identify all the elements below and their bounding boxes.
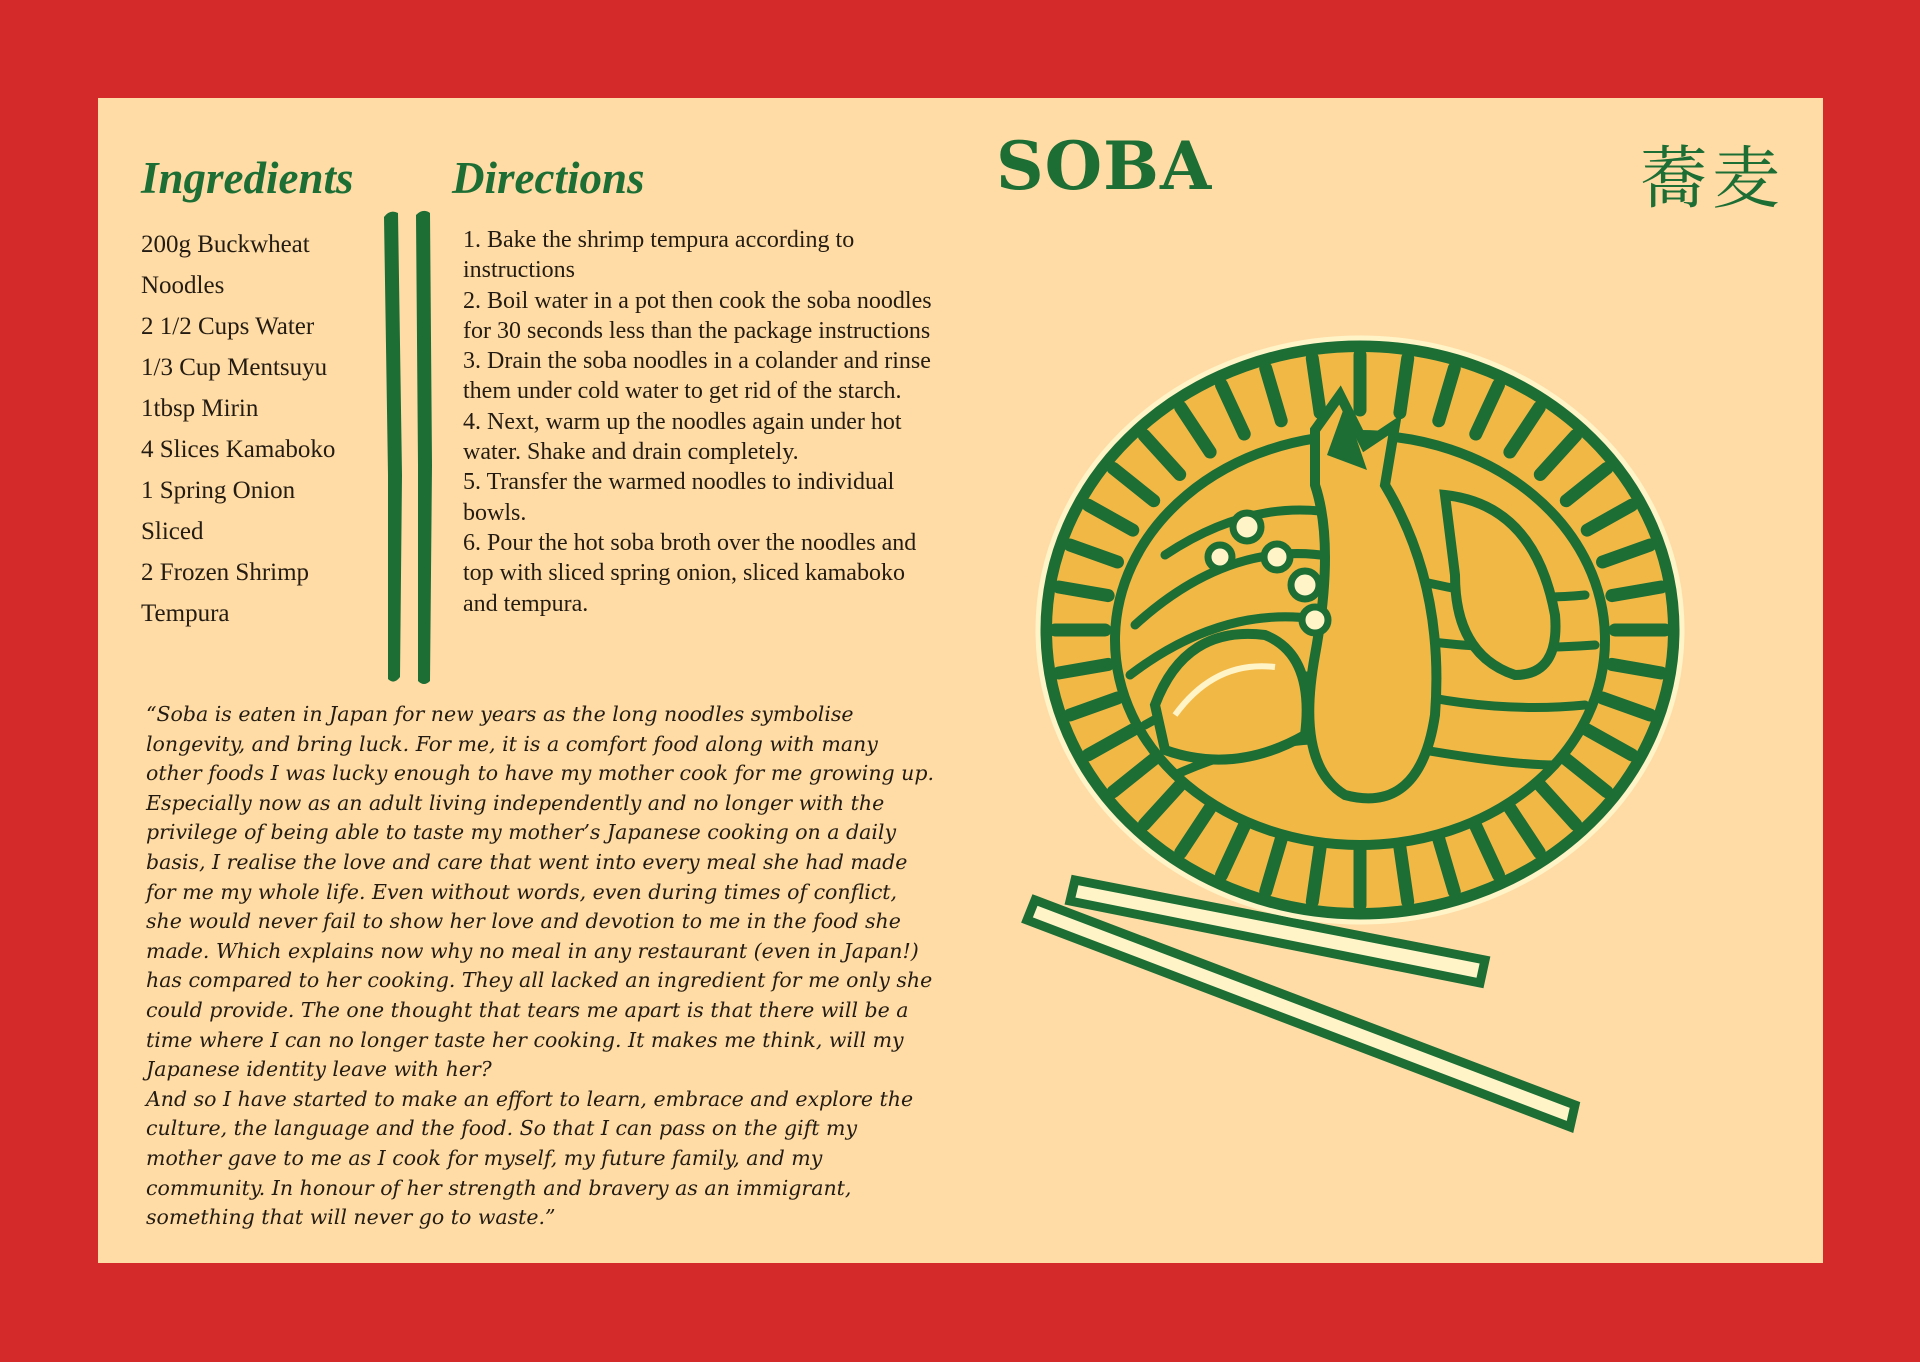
recipe-title-japanese: 蕎麦 xyxy=(1640,140,1785,219)
direction-step: 2. Boil water in a pot then cook the soba noodles for 30 seconds less than the package instructions xyxy=(463,287,932,344)
directions-list xyxy=(463,225,933,619)
quote-paragraph: “Soba is eaten in Japan for new years as the long noodles symbolise longevity, and bring luck. For me, it is a comfort food along with many other foods I was lucky enough to have my mother cook for me growing up. Especially now as an adult living independently and no longer with the privilege of being able to taste my mother’s Japanese cooking on a daily basis, I realise the love and care that went into every meal she had made for me my whole life. Even without words, even during times of conflict, she would never fail to show her love and devotion to me in the food she made. Which explains now why no meal in any restaurant (even in Japan!) has compared to her cooking. They all lacked an ingredient for me only she could provide. The one thought that tears me apart is that there will be a time where I can no longer taste her cooking. It makes me think, will my Japanese identity leave with her? xyxy=(146,702,935,1082)
direction-step: 4. Next, warm up the noodles again under hot water. Shake and drain completely. xyxy=(463,408,902,466)
soba-bowl-illustration-icon xyxy=(1015,295,1705,1225)
direction-step: 3. Drain the soba noodles in a colander and rinse them under cold water to get rid of the starch. xyxy=(463,348,931,405)
recipe-title: SOBA xyxy=(996,127,1213,205)
ingredient-item: 1/3 Cup Mentsuyu xyxy=(141,354,328,381)
personal-quote xyxy=(146,700,936,1233)
ingredient-item: 2 Frozen Shrimp Tempura xyxy=(141,559,310,627)
direction-step: 6. Pour the hot soba broth over the noodles and top with sliced spring onion, sliced kamaboko and tempura. xyxy=(463,529,917,617)
ingredient-item: 200g Buckwheat Noodles xyxy=(141,231,310,299)
direction-step: 5. Transfer the warmed noodles to individual bowls. xyxy=(463,469,895,526)
directions-heading: Directions xyxy=(452,153,645,203)
ingredients-heading: Ingredients xyxy=(141,153,354,203)
direction-step: 1. Bake the shrimp tempura according to instructions xyxy=(463,227,855,284)
ingredient-item: 2 1/2 Cups Water xyxy=(141,313,315,340)
ingredient-item: 1 Spring Onion Sliced xyxy=(141,477,296,545)
quote-paragraph: And so I have started to make an effort to learn, embrace and explore the culture, the language and the food. So that I can pass on the gift my mother gave to me as I cook for myself, my future family, and my community. In honour of her strength and bravery as an immigrant, something that will never go to waste.” xyxy=(146,1086,914,1230)
ingredients-list xyxy=(141,224,356,634)
ingredient-item: 1tbsp Mirin xyxy=(141,395,259,422)
ingredient-item: 4 Slices Kamaboko xyxy=(141,436,336,463)
chopsticks-divider-icon xyxy=(378,205,440,685)
